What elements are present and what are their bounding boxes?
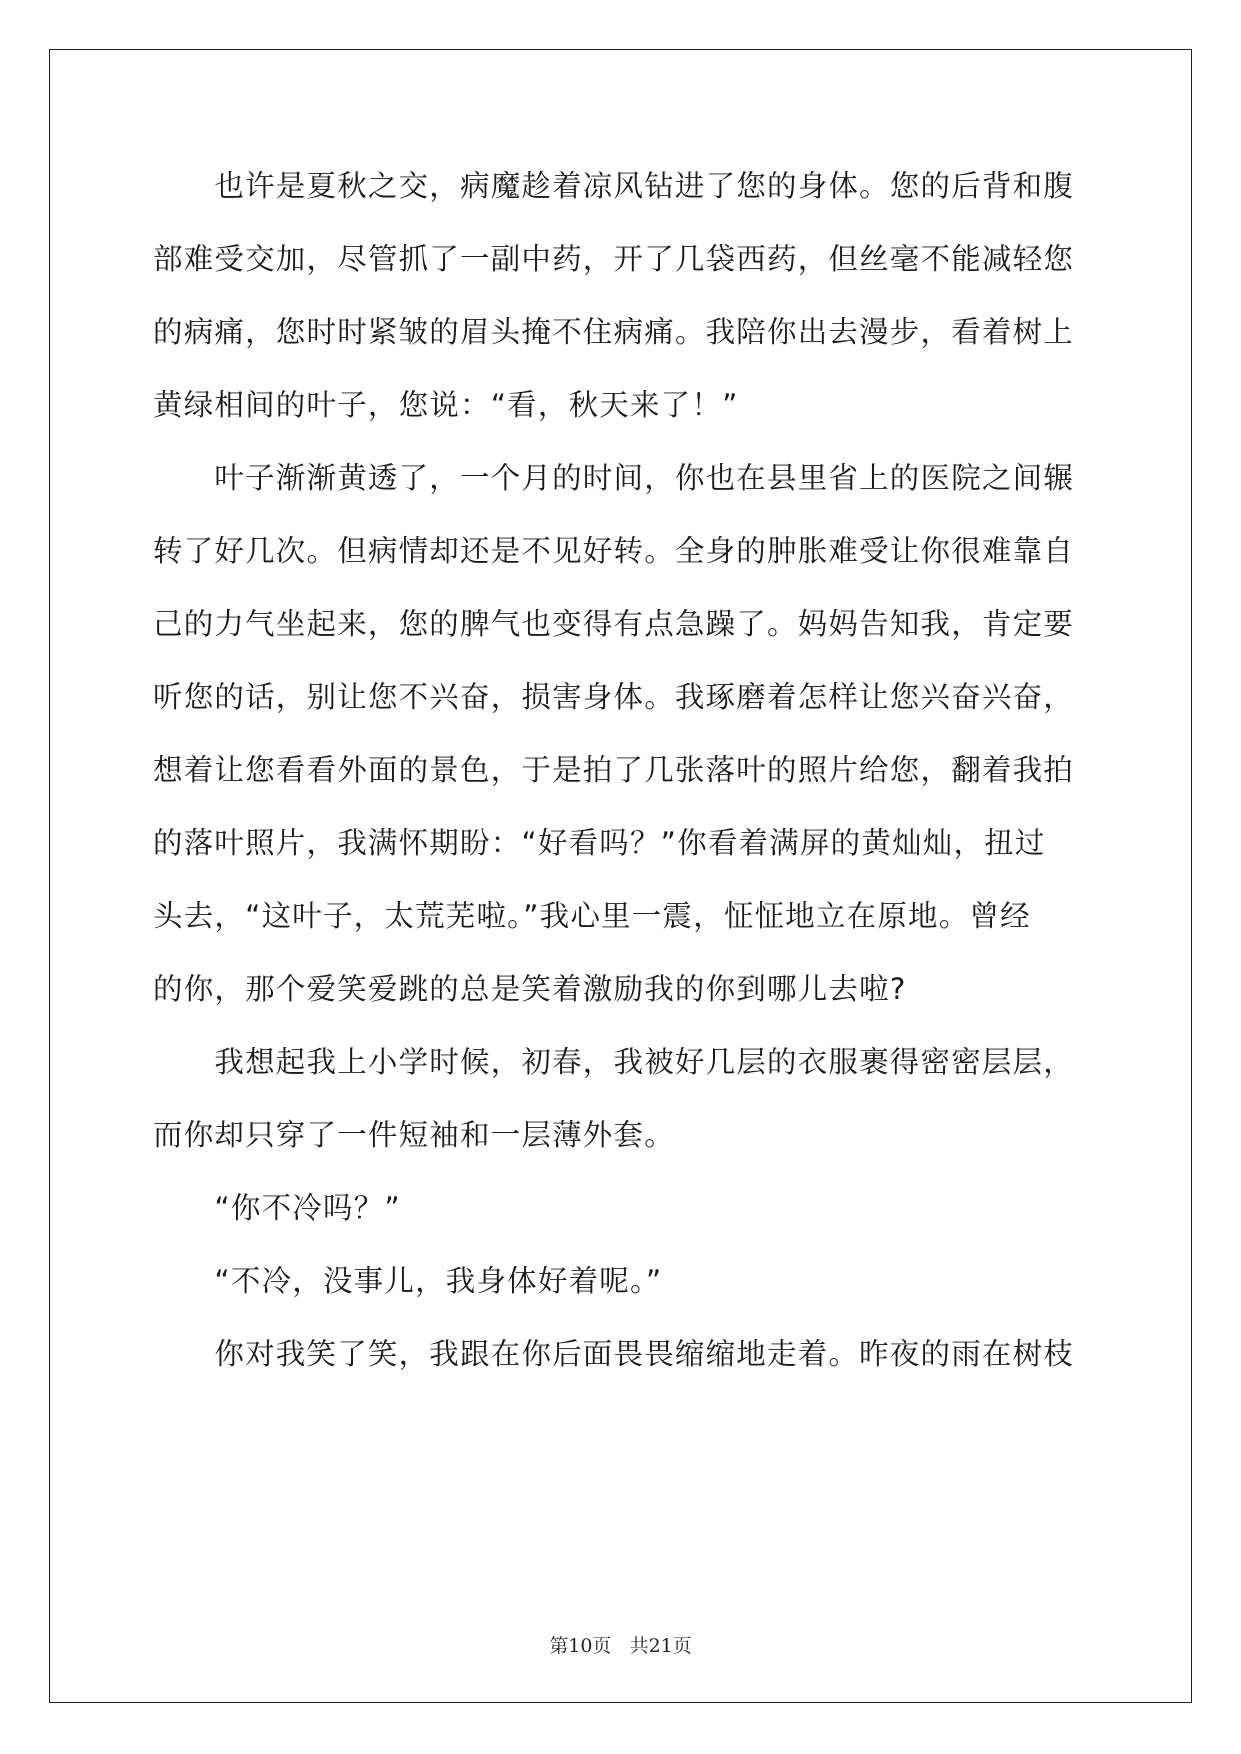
footer-total-suffix: 页 (672, 1635, 692, 1657)
footer-page-prefix: 第 (549, 1635, 569, 1657)
footer-total-prefix: 共 (629, 1635, 649, 1657)
page-footer (0, 1634, 1241, 1658)
text-line: 叶子渐渐黄透了，一个月的时间，你也在县里省上的医院之间辗 (153, 461, 1075, 495)
text-line: 转了好几次。但病情却还是不见好转。全身的肿胀难受让你很难靠自 (153, 534, 1075, 568)
text-line: 黄绿相间的叶子，您说：“看，秋天来了！” (153, 388, 739, 422)
footer-total-pages: 21 (648, 1635, 673, 1657)
text-line: 而你却只穿了一件短袖和一层薄外套。 (153, 1118, 675, 1152)
text-line: “不冷，没事儿，我身体好着呢。” (153, 1264, 663, 1298)
page-border (49, 49, 1192, 1703)
text-line: 部难受交加，尽管抓了一副中药，开了几袋西药，但丝毫不能减轻您 (153, 242, 1075, 276)
footer-page-suffix: 页 (592, 1635, 612, 1657)
text-line: 也许是夏秋之交，病魔趁着凉风钻进了您的身体。您的后背和腹 (153, 169, 1075, 203)
text-line: “你不冷吗？” (153, 1191, 401, 1225)
text-line: 的你，那个爱笑爱跳的总是笑着激励我的你到哪儿去啦? (153, 972, 907, 1006)
text-line: 听您的话，别让您不兴奋，损害身体。我琢磨着怎样让您兴奋兴奋， (153, 680, 1075, 714)
text-line: 的落叶照片，我满怀期盼：“好看吗？”你看着满屏的黄灿灿，扭过 (153, 826, 1046, 860)
text-line: 的病痛，您时时紧皱的眉头掩不住病痛。我陪你出去漫步，看着树上 (153, 315, 1075, 349)
text-line: 你对我笑了笑，我跟在你后面畏畏缩缩地走着。昨夜的雨在树枝 (153, 1337, 1075, 1371)
text-line: 想着让您看看外面的景色，于是拍了几张落叶的照片给您，翻着我拍 (153, 753, 1075, 787)
text-line: 我想起我上小学时候，初春，我被好几层的衣服裹得密密层层， (153, 1045, 1075, 1079)
text-line: 己的力气坐起来，您的脾气也变得有点急躁了。妈妈告知我，肯定要 (153, 607, 1075, 641)
footer-page-number: 10 (568, 1635, 593, 1657)
text-line: 头去，“这叶子，太荒芜啦。”我心里一震，怔怔地立在原地。曾经 (153, 899, 1031, 933)
